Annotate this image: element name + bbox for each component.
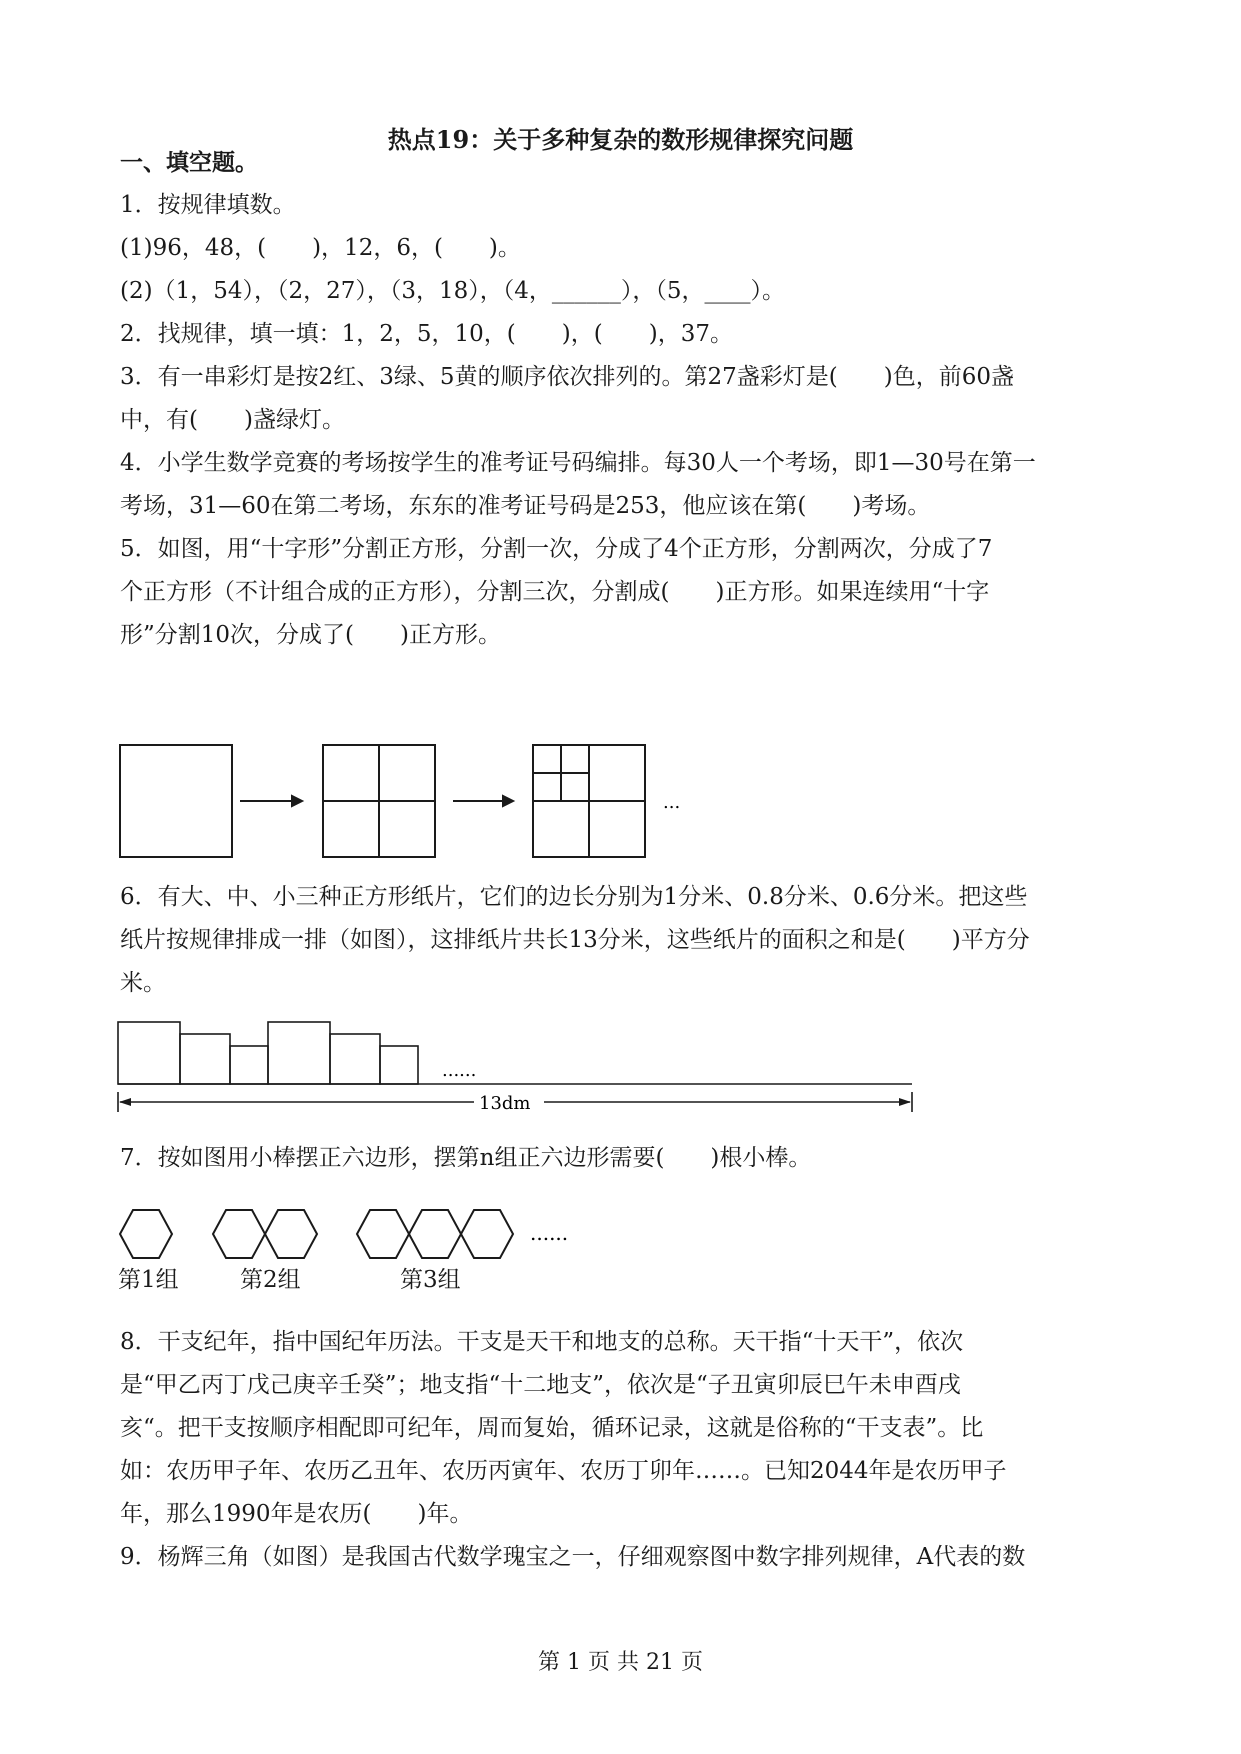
question-4-line-2: 考场，31—60在第二考场，东东的准考证号码是253，他应该在第( )考场。	[120, 493, 931, 519]
group-label-3: 第3组	[400, 1267, 461, 1293]
paper-squares-figure	[112, 1020, 922, 1120]
question-5-line-1: 5．如图，用“十字形”分割正方形，分割一次，分成了4个正方形，分割两次，分成了7	[120, 536, 993, 562]
group-label-1: 第1组	[118, 1267, 179, 1293]
question-8-line-4: 如：农历甲子年、农历乙丑年、农历丙寅年、农历丁卯年……。已知2044年是农历甲子	[120, 1458, 1007, 1484]
question-7-text: 7．按如图用小棒摆正六边形，摆第n组正六边形需要( )根小棒。	[120, 1145, 812, 1171]
question-8-line-5: 年，那么1990年是农历( )年。	[120, 1501, 473, 1527]
question-8-line-2: 是“甲乙丙丁戊己庚辛壬癸”；地支指“十二地支”，依次是“子丑寅卯辰巳午未申酉戌	[120, 1372, 961, 1398]
question-1-part-1: (1)96，48，( )，12，6，( )。	[120, 235, 521, 261]
section-heading: 一、填空题。	[120, 149, 258, 176]
page-footer: 第 1 页 共 21 页	[538, 1650, 703, 1675]
figure-ellipsis: ......	[442, 1060, 477, 1081]
question-6-line-1: 6．有大、中、小三种正方形纸片，它们的边长分别为1分米、0.8分米、0.6分米。把这些	[120, 884, 1028, 910]
question-8-line-1: 8．干支纪年，指中国纪年历法。干支是天干和地支的总称。天干指“十天干”，依次	[120, 1329, 964, 1355]
question-5-line-3: 形”分割10次，分成了( )正方形。	[120, 622, 501, 648]
group-label-2: 第2组	[240, 1267, 301, 1293]
question-6-line-3: 米。	[120, 970, 166, 996]
question-1-part-2: (2)（1，54），（2，27），（3，18），（4，______），（5，____）。	[120, 278, 786, 304]
figure-ellipsis: ...	[663, 792, 681, 813]
question-6-line-2: 纸片按规律排成一排（如图），这排纸片共长13分米，这些纸片的面积之和是( )平方分	[120, 927, 1030, 953]
question-4-line-1: 4．小学生数学竞赛的考场按学生的准考证号码编排。每30人一个考场，即1—30号在第一	[120, 450, 1036, 476]
question-8-line-3: 亥“。把干支按顺序相配即可纪年，周而复始，循环记录，这就是俗称的“干支表”。比	[120, 1415, 984, 1441]
figure-ellipsis: ......	[530, 1221, 569, 1245]
question-5-line-2: 个正方形（不计组合成的正方形），分割三次，分割成( )正方形。如果连续用“十字	[120, 579, 990, 605]
question-2-text: 2．找规律，填一填：1，2，5，10，( )，( )，37。	[120, 321, 733, 347]
hexagon-figure	[115, 1190, 615, 1280]
page-title: 热点19：关于多种复杂的数形规律探究问题	[387, 125, 854, 154]
length-label: 13dm	[479, 1093, 531, 1114]
question-9-line-1: 9．杨辉三角（如图）是我国古代数学瑰宝之一，仔细观察图中数字排列规律，A代表的数	[120, 1544, 1026, 1570]
square-division-figure	[115, 740, 715, 865]
question-3-line-1: 3．有一串彩灯是按2红、3绿、5黄的顺序依次排列的。第27盏彩灯是( )色，前60盏	[120, 364, 1015, 390]
question-1-text: 1．按规律填数。	[120, 192, 296, 218]
question-3-line-2: 中，有( )盏绿灯。	[120, 407, 345, 433]
